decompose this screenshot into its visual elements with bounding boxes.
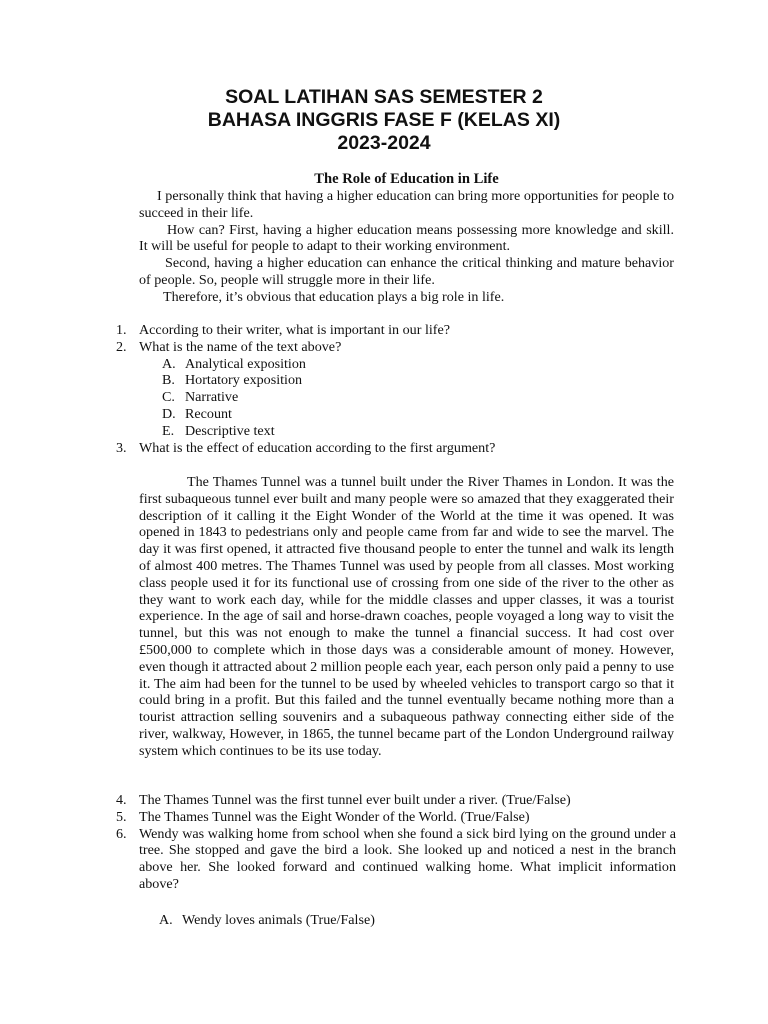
essay-text xyxy=(139,188,674,306)
answer-option xyxy=(162,372,676,389)
answer-option xyxy=(162,406,676,423)
essay-paragraph: I personally think that having a higher education can bring more opportunities for people to succeed in their life. xyxy=(139,188,674,221)
question-text: Wendy was walking home from school when she found a sick bird lying on the ground under a tree. She stopped and gave the bird a look. She looked up and noticed a nest in the branch above her. She looked forward and continued walking home. What implicit information above? xyxy=(139,825,676,892)
option-letter: E. xyxy=(162,422,175,439)
answer-option xyxy=(159,912,682,929)
question-text: What is the name of the text above? xyxy=(139,338,342,355)
answer-option xyxy=(162,389,676,406)
option-text: Wendy loves animals (True/False) xyxy=(182,912,375,928)
header-title-line1: SOAL LATIHAN SAS SEMESTER 2 xyxy=(225,86,543,108)
question-list-part2 xyxy=(116,792,676,893)
answer-options xyxy=(116,356,676,440)
question-number: 4. xyxy=(116,792,127,808)
document-header xyxy=(0,86,768,155)
header-year: 2023-2024 xyxy=(337,132,431,154)
essay-paragraph: Therefore, it’s obvious that education plays a big role in life. xyxy=(163,288,505,305)
question-number: 5. xyxy=(116,808,127,825)
option-letter: A. xyxy=(162,355,176,372)
question-text: The Thames Tunnel was the Eight Wonder of the World. (True/False) xyxy=(139,808,530,825)
answer-option xyxy=(162,423,676,440)
question-text: According to their writer, what is important in our life? xyxy=(139,322,450,338)
question-item xyxy=(116,826,676,893)
option-letter: B. xyxy=(162,372,175,389)
essay-paragraph: Second, having a higher education can enhance the critical thinking and mature behavior of people. So, people will struggle more in their life. xyxy=(139,255,674,288)
option-letter: D. xyxy=(162,405,176,422)
question-item xyxy=(116,792,676,809)
option-letter: C. xyxy=(162,389,175,406)
answer-option xyxy=(162,356,676,373)
option-text: Recount xyxy=(185,405,232,422)
question-item xyxy=(116,339,676,356)
question-number: 1. xyxy=(116,322,127,338)
option-text: Narrative xyxy=(185,389,239,406)
question-text: What is the effect of education according to the first argument? xyxy=(139,439,496,456)
essay-title: The Role of Education in Life xyxy=(314,171,499,187)
option-text: Descriptive text xyxy=(185,422,275,439)
option-text: Hortatory exposition xyxy=(185,372,303,389)
question-item xyxy=(116,809,676,826)
essay-paragraph: How can? First, having a higher education means possessing more knowledge and skill. It will be useful for people to adapt to their working environment. xyxy=(139,221,674,255)
question-number: 6. xyxy=(116,825,127,842)
question-text: The Thames Tunnel was the first tunnel ever built under a river. (True/False) xyxy=(139,792,571,808)
question-item xyxy=(116,322,676,339)
question-item xyxy=(116,440,676,457)
question-list-part1 xyxy=(116,322,676,456)
question-number: 2. xyxy=(116,338,127,355)
reading-passage: The Thames Tunnel was a tunnel built under the River Thames in London. It was the first subaqueous tunnel ever built and many people were so amazed that they exaggerated their description of it calling it the Eight Wonder of the World at the time it was opened. It was opened in 1843 to pedestrians only and people came from far and wide to see the marvel. The day it was first opened, it attracted five thousand people to enter the tunnel and walk its length of almost 400 metres. The Thames Tunnel was used by people from all classes. Most working class people used it for its functional use of crossing from one side of the river to the other as they want to work each day, while for the middle classes and upper classes, it was a tourist experience. In the age of sail and horse-drawn coaches, people voyaged a long way to visit the tunnel, but this was not enough to make the tunnel a financial success. It had cost over £500,000 to complete which in those days was a considerable amount of money. However, even though it attracted about 2 million people each year, each person only paid a penny to use it. The aim had been for the tunnel to be used by wheeled vehicles to transport cargo so that it could bring in a profit. But this failed and the tunnel eventually became nothing more than a tourist attraction selling souvenirs and a subaqueous pathway connecting either side of the river, walkway, However, in 1865, the tunnel became part of the London Underground railway system which continues to be its use today. xyxy=(139,474,674,759)
header-title-line2: BAHASA INGGRIS FASE F (KELAS XI) xyxy=(207,109,561,131)
option-text: Analytical exposition xyxy=(185,355,306,372)
question-number: 3. xyxy=(116,439,127,456)
option-letter: A. xyxy=(159,912,173,928)
